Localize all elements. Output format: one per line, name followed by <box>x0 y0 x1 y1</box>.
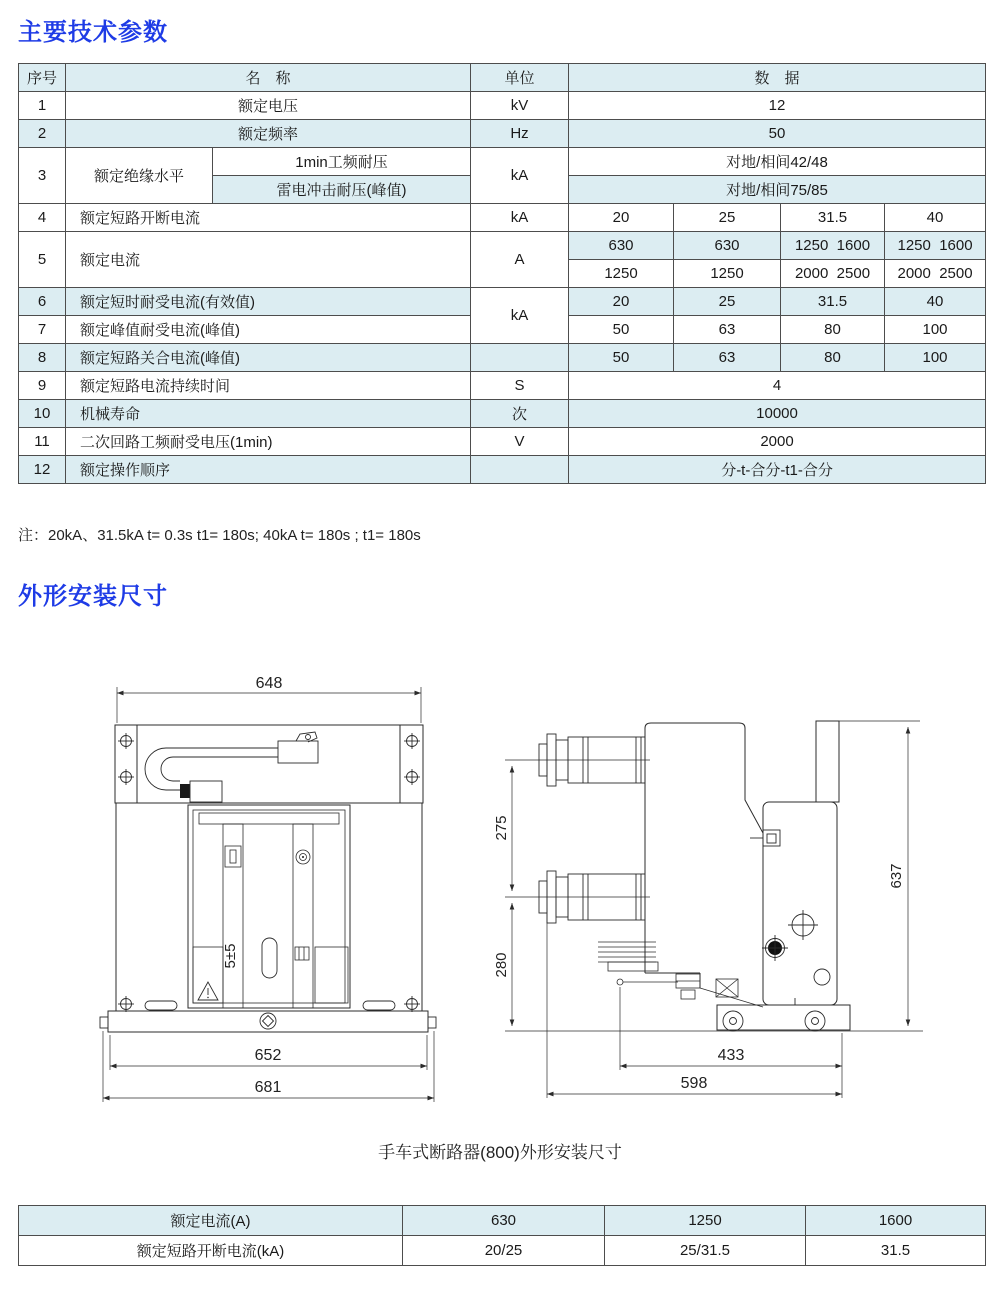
dim-433 <box>620 987 842 1098</box>
mounting-hole-icons <box>118 733 420 785</box>
td-r9-unit: S <box>471 372 569 400</box>
td-r10-data: 10000 <box>569 400 986 428</box>
td-r5-name: 额定电流 <box>66 232 471 288</box>
rail-details <box>225 846 310 960</box>
td-r11-name: 二次回路工频耐受电压(1min) <box>66 428 471 456</box>
td-r2-unit: Hz <box>471 120 569 148</box>
td-r4-no: 4 <box>19 204 66 232</box>
svg-text:280: 280 <box>493 952 510 978</box>
td-breaking-2: 25/31.5 <box>605 1236 806 1266</box>
svg-text:681: 681 <box>254 1079 282 1096</box>
rating-row-current <box>19 1206 986 1236</box>
td-r4-d4: 40 <box>885 204 986 232</box>
td-r12-name: 额定操作顺序 <box>66 456 471 484</box>
table-note: 注：20kA、31.5kA t= 0.3s t1= 180s; 40kA t= 180s ; t1= 180s <box>18 527 421 544</box>
dim-280 <box>493 903 512 1026</box>
td-r5-b3: 2000 2500 <box>781 260 885 288</box>
td-r9-data: 4 <box>569 372 986 400</box>
td-r2-data: 50 <box>569 120 986 148</box>
td-r2-no: 2 <box>19 120 66 148</box>
td-r3-data2: 对地/相间75/85 <box>569 176 986 204</box>
td-r8-d4: 100 <box>885 344 986 372</box>
dim-598 <box>547 908 842 1098</box>
spec-row-2 <box>19 120 986 148</box>
td-rated-current-label: 额定电流(A) <box>19 1206 403 1236</box>
td-r5-b4: 2000 2500 <box>885 260 986 288</box>
td-r5-b1: 1250 <box>569 260 674 288</box>
td-r12-data: 分-t-合分-t1-合分 <box>569 456 986 484</box>
spec-row-9 <box>19 372 986 400</box>
td-r8-d1: 50 <box>569 344 674 372</box>
td-r4-name: 额定短路开断电流 <box>66 204 471 232</box>
spec-row-11 <box>19 428 986 456</box>
td-r6-d2: 25 <box>674 288 781 316</box>
td-r7-name: 额定峰值耐受电流(峰值) <box>66 316 471 344</box>
spec-row-10 <box>19 400 986 428</box>
th-name: 名 称 <box>66 64 471 92</box>
td-r5-a2: 630 <box>674 232 781 260</box>
dim-652 <box>110 1035 427 1070</box>
td-r8-unit-empty <box>471 344 569 372</box>
svg-text:652: 652 <box>254 1047 282 1064</box>
td-r2-name: 额定频率 <box>66 120 471 148</box>
th-no: 序号 <box>19 64 66 92</box>
td-r12-no: 12 <box>19 456 66 484</box>
base-center-latch <box>260 1013 276 1029</box>
td-r8-no: 8 <box>19 344 66 372</box>
frame-holes <box>762 910 830 1005</box>
td-r7-d2: 63 <box>674 316 781 344</box>
spec-header-row <box>19 64 986 92</box>
drawing-caption: 手车式断路器(800)外形安装尺寸 <box>378 1143 622 1162</box>
td-r10-no: 10 <box>19 400 66 428</box>
linkage <box>617 974 763 1007</box>
td-r1-unit: kV <box>471 92 569 120</box>
td-r5-unit: A <box>471 232 569 288</box>
td-r4-d3: 31.5 <box>781 204 885 232</box>
spec-row-1 <box>19 92 986 120</box>
td-r6-d3: 31.5 <box>781 288 885 316</box>
td-r6-unit: kA <box>471 288 569 344</box>
td-r7-d4: 100 <box>885 316 986 344</box>
td-r12-unit-empty <box>471 456 569 484</box>
td-rated-current-2: 1250 <box>605 1206 806 1236</box>
cable-assembly <box>145 732 318 802</box>
spec-table <box>18 63 986 484</box>
svg-text:637: 637 <box>888 863 905 889</box>
td-r3-no: 3 <box>19 148 66 204</box>
dim-637 <box>888 727 908 1026</box>
side-view-drawing <box>493 721 923 1098</box>
td-r5-a4: 1250 1600 <box>885 232 986 260</box>
section-title-parameters: 主要技术参数 <box>18 19 168 46</box>
section-title-outline: 外形安装尺寸 <box>18 583 168 610</box>
spec-row-3a <box>19 148 986 176</box>
td-rated-current-3: 1600 <box>806 1206 986 1236</box>
td-r11-data: 2000 <box>569 428 986 456</box>
td-r3-data1: 对地/相间42/48 <box>569 148 986 176</box>
td-r1-name: 额定电压 <box>66 92 471 120</box>
dim-648 <box>117 675 421 723</box>
td-r3-sub2: 雷电冲击耐压(峰值) <box>213 176 471 204</box>
td-r7-d1: 50 <box>569 316 674 344</box>
td-r5-no: 5 <box>19 232 66 288</box>
th-data: 数 据 <box>569 64 986 92</box>
panel-small-label: 5±5 <box>222 943 239 969</box>
td-r10-name: 机械寿命 <box>66 400 471 428</box>
td-r4-d1: 20 <box>569 204 674 232</box>
td-breaking-3: 31.5 <box>806 1236 986 1266</box>
td-r11-unit: V <box>471 428 569 456</box>
wheel-icons <box>723 1011 825 1031</box>
dim-681 <box>103 1031 434 1102</box>
front-view-drawing <box>100 675 436 1102</box>
td-r7-no: 7 <box>19 316 66 344</box>
td-r8-name: 额定短路关合电流(峰值) <box>66 344 471 372</box>
td-breaking-label: 额定短路开断电流(kA) <box>19 1236 403 1266</box>
th-unit: 单位 <box>471 64 569 92</box>
outline-drawings <box>0 650 1000 1120</box>
rating-row-breaking <box>19 1236 986 1266</box>
td-r7-d3: 80 <box>781 316 885 344</box>
td-r8-d3: 80 <box>781 344 885 372</box>
svg-text:275: 275 <box>493 815 510 841</box>
td-r4-d2: 25 <box>674 204 781 232</box>
svg-text:648: 648 <box>255 675 283 692</box>
bellows <box>598 942 658 971</box>
td-r6-d1: 20 <box>569 288 674 316</box>
td-r9-name: 额定短路电流持续时间 <box>66 372 471 400</box>
td-r1-no: 1 <box>19 92 66 120</box>
spec-row-5a <box>19 232 986 260</box>
td-r3-name: 额定绝缘水平 <box>66 148 213 204</box>
svg-text:598: 598 <box>680 1075 708 1092</box>
spec-row-12 <box>19 456 986 484</box>
rating-table <box>18 1205 986 1266</box>
td-breaking-1: 20/25 <box>403 1236 605 1266</box>
td-r6-no: 6 <box>19 288 66 316</box>
td-r10-unit: 次 <box>471 400 569 428</box>
td-r1-data: 12 <box>569 92 986 120</box>
frame-latch <box>750 830 780 846</box>
base-handles <box>118 996 420 1012</box>
td-r9-no: 9 <box>19 372 66 400</box>
td-r5-a1: 630 <box>569 232 674 260</box>
td-r3-sub1: 1min工频耐压 <box>213 148 471 176</box>
spec-row-6 <box>19 288 986 316</box>
dim-275 <box>493 766 512 891</box>
td-r3-unit: kA <box>471 148 569 204</box>
td-r4-unit: kA <box>471 204 569 232</box>
svg-text:433: 433 <box>717 1047 745 1064</box>
td-r5-b2: 1250 <box>674 260 781 288</box>
warning-triangle-icon <box>198 982 218 1000</box>
td-rated-current-1: 630 <box>403 1206 605 1236</box>
td-r5-a3: 1250 1600 <box>781 232 885 260</box>
td-r6-d4: 40 <box>885 288 986 316</box>
spec-row-4 <box>19 204 986 232</box>
td-r11-no: 11 <box>19 428 66 456</box>
spec-row-8 <box>19 344 986 372</box>
td-r6-name: 额定短时耐受电流(有效值) <box>66 288 471 316</box>
td-r8-d2: 63 <box>674 344 781 372</box>
